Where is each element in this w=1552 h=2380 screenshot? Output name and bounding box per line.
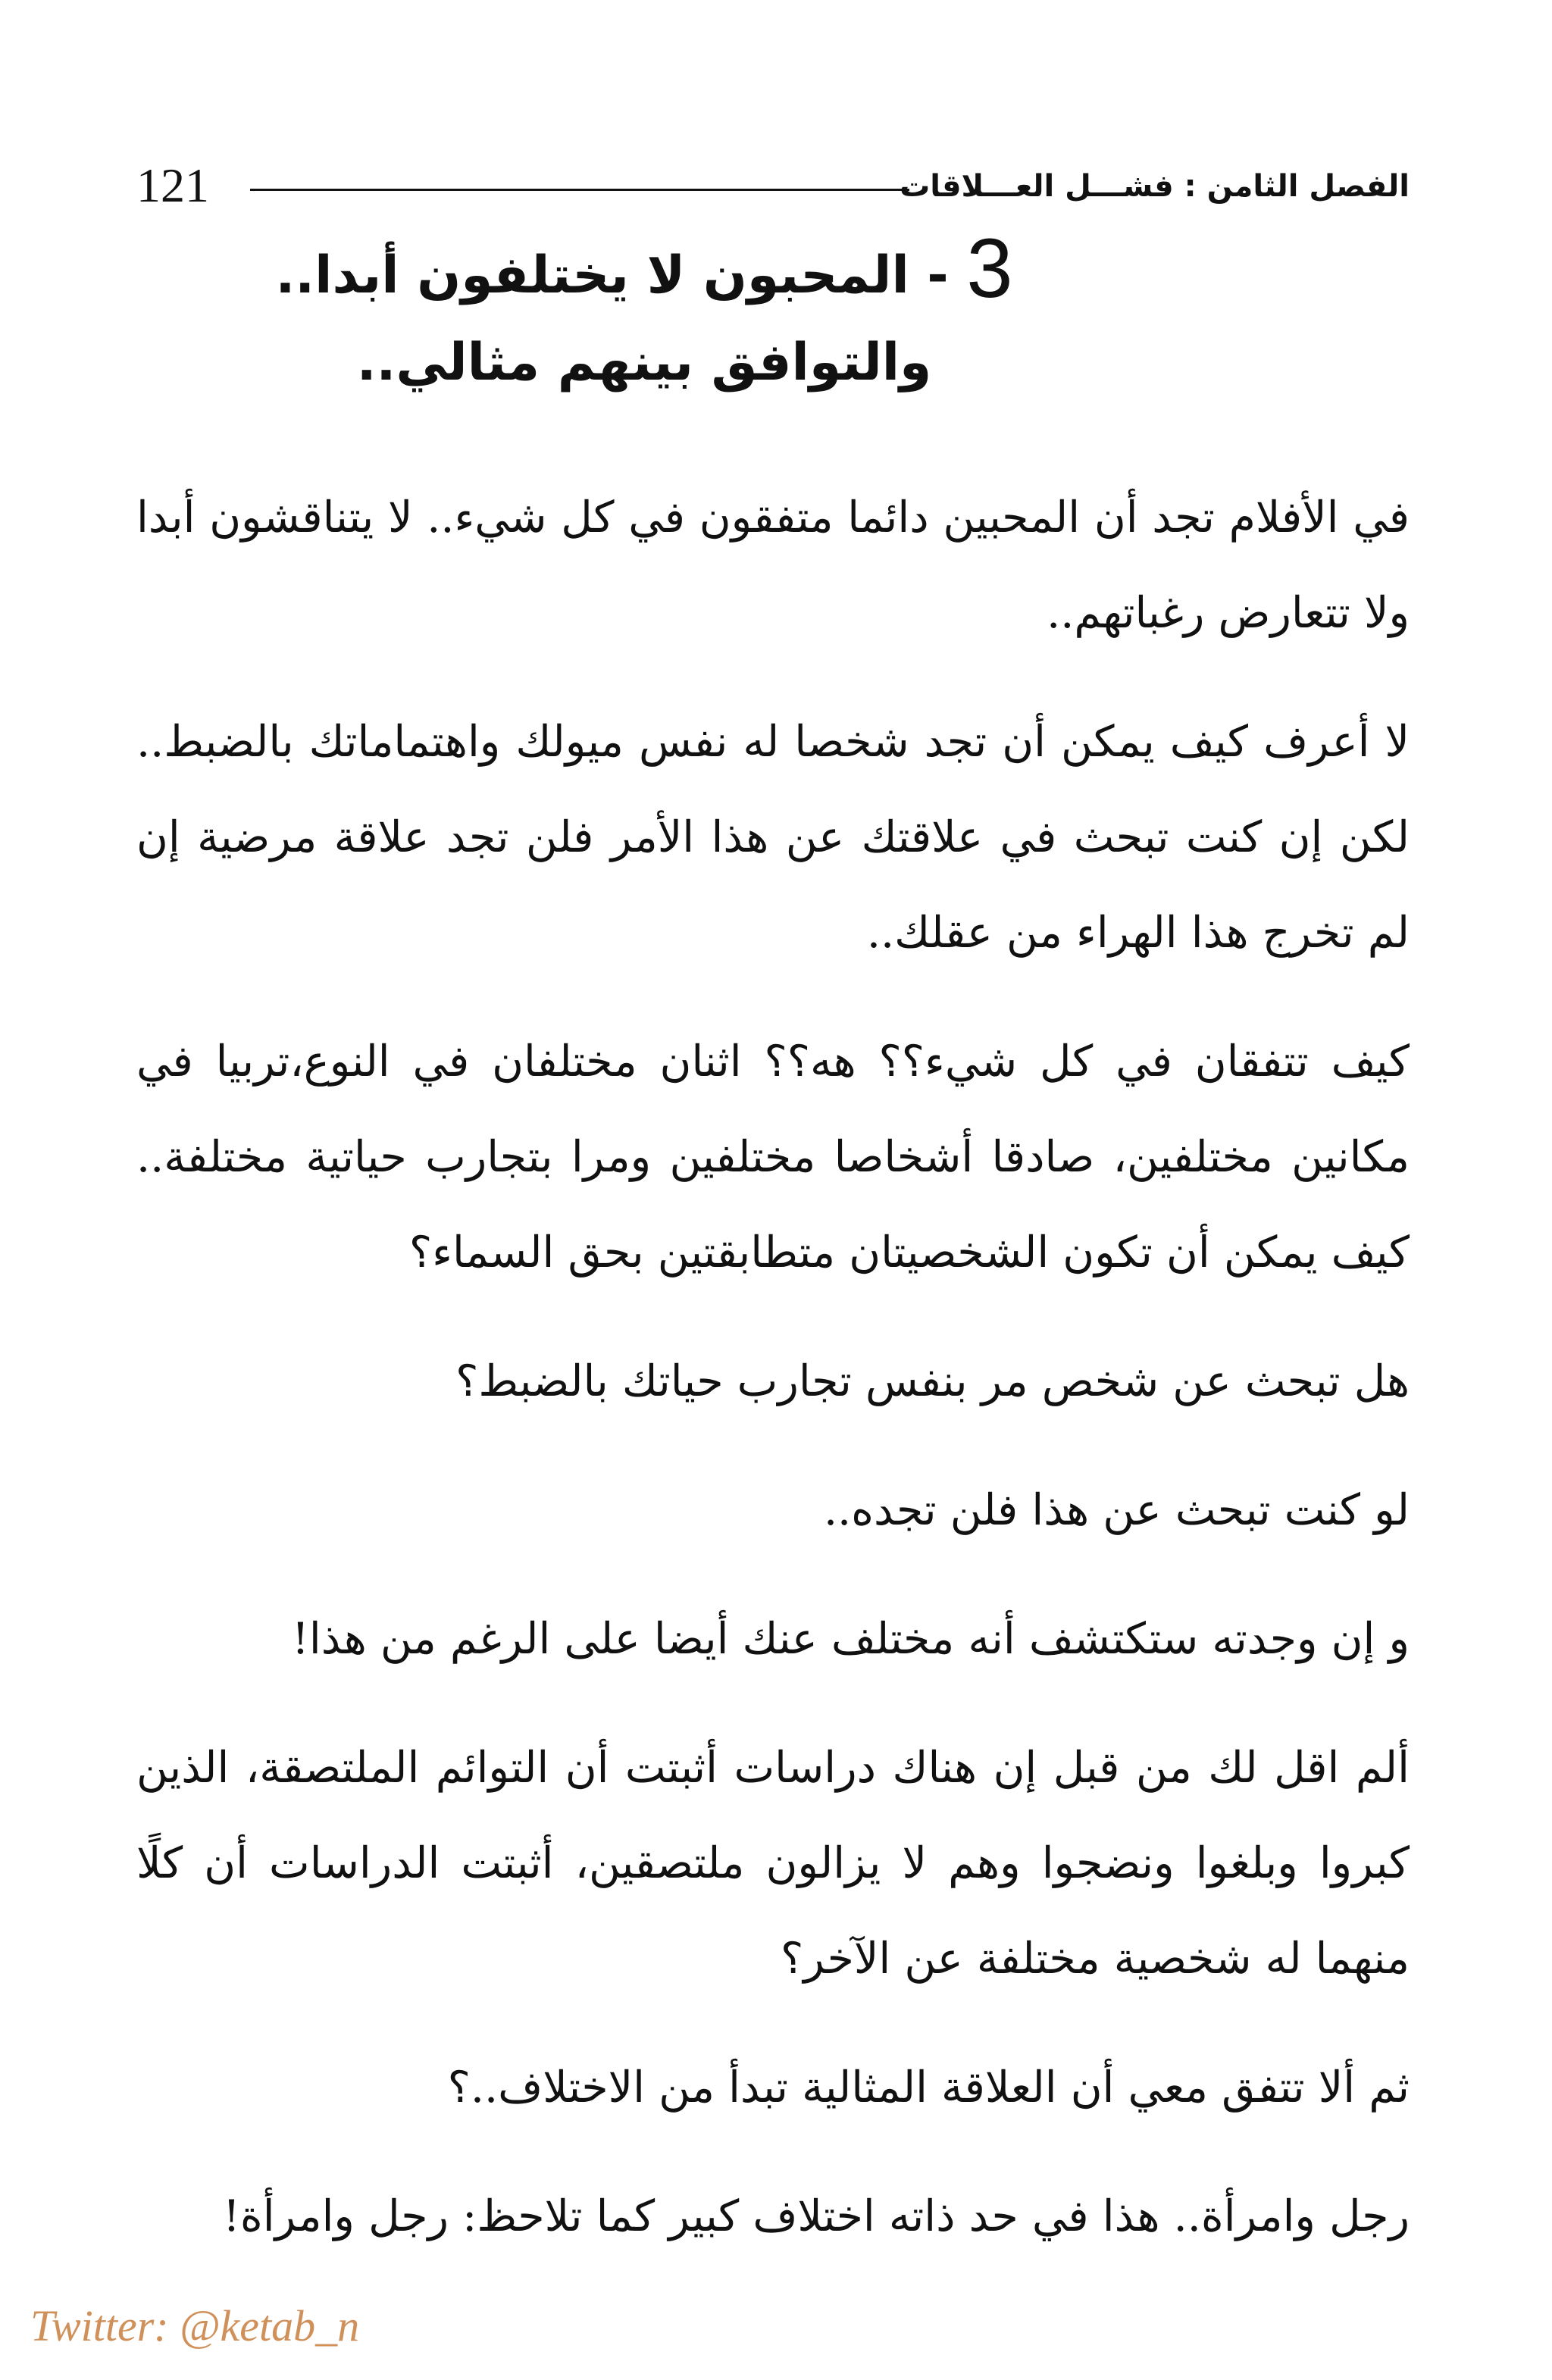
- page-number: 121: [136, 158, 209, 212]
- paragraph: و إن وجدته ستكتشف أنه مختلف عنك أيضا على الرغم من هذا!: [292, 1614, 1410, 1664]
- paragraph: لا أعرف كيف يمكن أن تجد شخصا له نفس ميولك واهتماماتك بالضبط.. لكن إن كنت تبحث في علاقتك عن هذا الأمر فلن تجد علاقة مرضية إن لم تخرج هذا الهراء من عقلك..: [136, 717, 1410, 958]
- page-header: [136, 155, 1410, 216]
- section-title-line-2: والتوافق بينهم مثالي..: [356, 333, 932, 392]
- paragraph: في الأفلام تجد أن المحبين دائما متفقون في كل شيء.. لا يتناقشون أبدا ولا تتعارض رغباتهم..: [136, 493, 1410, 638]
- section-number: 3: [966, 222, 1013, 315]
- paragraph: رجل وامرأة.. هذا في حد ذاته اختلاف كبير كما تلاحظ: رجل وامرأة!: [223, 2191, 1410, 2241]
- paragraph: لو كنت تبحث عن هذا فلن تجده..: [823, 1485, 1410, 1535]
- section-heading-line-1: [227, 222, 1061, 317]
- paragraph: كيف تتفقان في كل شيء؟؟ هه؟؟ اثنان مختلفان في النوع،تربيا في مكانين مختلفين، صادقا أشخاصا مختلفين ومرا بتجارب حياتية مختلفة.. كيف يمكن أن تكون الشخصيتان متطابقتين بحق السماء؟: [136, 1037, 1410, 1278]
- body-text: [136, 470, 1410, 2264]
- section-heading: [227, 222, 1061, 408]
- twitter-watermark: Twitter: @ketab_n: [30, 2301, 360, 2350]
- header-rule: [250, 189, 909, 191]
- paragraph: ثم ألا تتفق معي أن العلاقة المثالية تبدأ من الاختلاف..؟: [447, 2063, 1410, 2113]
- paragraph: ألم اقل لك من قبل إن هناك دراسات أثبتت أن التوائم الملتصقة، الذين كبروا وبلغوا ونضجوا وهم لا يزالون ملتصقين، أثبتت الدراسات أن كلًا منهما له شخصية مختلفة عن الآخر؟: [136, 1743, 1410, 1984]
- paragraph: هل تبحث عن شخص مر بنفس تجارب حياتك بالضبط؟: [455, 1356, 1410, 1406]
- section-title-line-1: - المحبون لا يختلفون أبدا..: [275, 246, 949, 305]
- chapter-title: الفصل الثامن : فشـــل العـــلاقات: [900, 169, 1410, 204]
